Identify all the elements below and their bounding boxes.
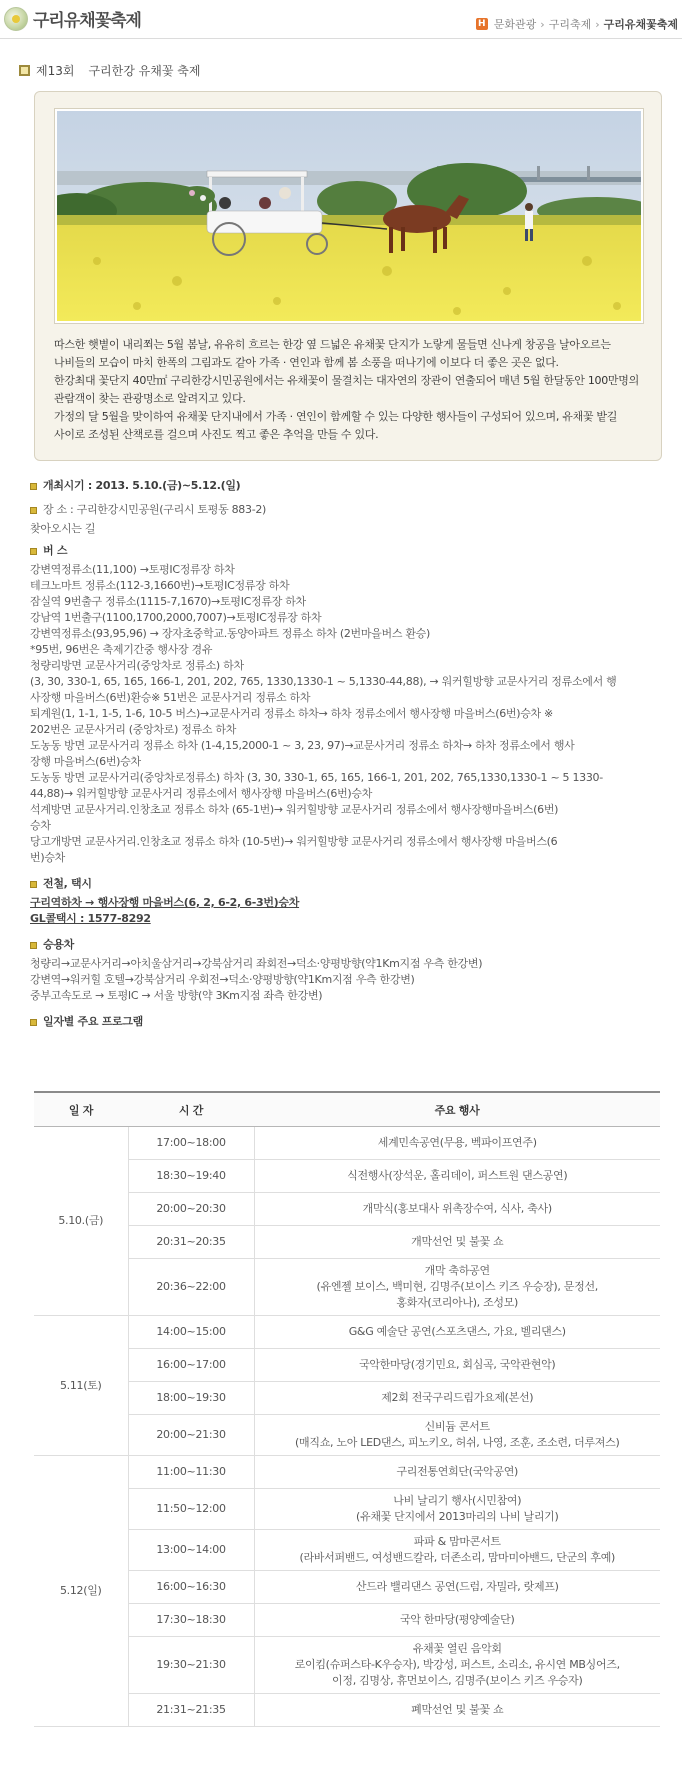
table-row — [34, 1571, 660, 1604]
festival-feature-box — [34, 91, 662, 461]
bus-line: 202번은 교문사거리 (중앙차로) 정류소 하차 — [30, 723, 237, 736]
site-logo[interactable] — [4, 6, 141, 31]
table-row — [34, 1226, 660, 1259]
schedule-time: 13:00~14:00 — [128, 1530, 254, 1571]
bullet-icon — [30, 507, 37, 514]
bus-directions — [30, 562, 670, 866]
table-row — [34, 1415, 660, 1456]
breadcrumb-separator-icon: › — [540, 17, 545, 31]
schedule-time: 20:31~20:35 — [128, 1226, 254, 1259]
table-row — [34, 1604, 660, 1637]
breadcrumb-item-festival[interactable]: 구리축제 — [548, 18, 592, 31]
bus-line: 퇴계원(1, 1-1, 1-5, 1-6, 10-5 버스)→교문사거리 정류소 하차→ 하차 정류소에서 행사장행 마을버스(6번)승차 ※ — [30, 707, 553, 720]
subway-directions-link[interactable]: 구리역하차 → 행사장행 마을버스(6, 2, 6-2, 6-3번)승차 — [30, 896, 300, 909]
venue — [30, 502, 670, 518]
festival-introduction — [54, 336, 654, 444]
schedule-time: 20:00~21:30 — [128, 1415, 254, 1456]
bullet-icon — [19, 65, 30, 76]
bullet-icon — [30, 483, 37, 490]
page-header — [0, 0, 682, 39]
bus-line: 강변역정류소(93,95,96) → 장자초중학교.동양아파트 정류소 하차 (2번마을버스 환승) — [30, 627, 430, 640]
breadcrumb-item-current: 구리유채꽃축제 — [603, 18, 678, 31]
event-period-text: 개최시기 : 2013. 5.10.(금)~5.12.(일) — [43, 479, 241, 492]
table-row — [34, 1127, 660, 1160]
bus-title: 버 스 — [43, 544, 68, 557]
schedule-time: 17:00~18:00 — [128, 1127, 254, 1160]
column-header-date: 일 자 — [34, 1092, 128, 1127]
table-row — [34, 1456, 660, 1489]
table-row — [34, 1382, 660, 1415]
festival-photo — [55, 109, 643, 323]
schedule-time: 17:30~18:30 — [128, 1604, 254, 1637]
schedule-time: 18:00~19:30 — [128, 1382, 254, 1415]
page-title — [19, 62, 200, 79]
breadcrumb — [476, 16, 678, 32]
table-row — [34, 1349, 660, 1382]
schedule-body — [34, 1127, 660, 1727]
bus-line: 석계방면 교문사거리.인창초교 정류소 하차 (65-1번)→ 워커힐방향 교문사거리 정류소에서 행사장행마을버스(6번) — [30, 803, 559, 816]
bus-line: 44,88)→ 워커힐방향 교문사거리 정류소에서 행사장행 마을버스(6번)승차 — [30, 787, 373, 800]
bus-line: 도농동 방면 교문사거리(중앙차로정류소) 하차 (3, 30, 330-1, 65, 165, 166-1, 201, 202, 765,1330,1330-1 ~ 5 1330- — [30, 771, 603, 784]
schedule-event: 식전행사(장석운, 홀리데이, 퍼스트원 댄스공연) — [254, 1160, 660, 1193]
schedule-event: 유채꽃 열린 음악회 로이킴(슈퍼스타-K우승자), 박강성, 퍼스트, 소리소, 유시연 MB싱어즈, 이정, 김명상, 휴먼보이스, 김명주(보이스 키즈 우승자) — [254, 1637, 660, 1694]
bus-line: 번)승차 — [30, 851, 65, 864]
home-icon[interactable]: H — [476, 18, 488, 30]
intro-line: 사이로 조성된 산책로를 걸으며 사진도 찍고 좋은 추억을 만들 수 있다. — [54, 428, 379, 441]
table-row — [34, 1637, 660, 1694]
subway-title: 전철, 택시 — [43, 877, 92, 890]
intro-line: 관람객이 찾는 관광명소로 알려지고 있다. — [54, 392, 246, 405]
schedule-event: 파파 & 맘마콘서트 (라바서퍼밴드, 여성밴드칼라, 더존소리, 맘마미아밴드, 단군의 후예) — [254, 1530, 660, 1571]
intro-line: 한강최대 꽃단지 40만㎡ 구리한강시민공원에서는 유채꽃이 물결치는 대자연의 장관이 연출되어 매년 5월 한달동안 100만명의 — [54, 374, 639, 387]
directions-title: 찾아오시는 길 — [30, 522, 96, 535]
event-period — [30, 478, 670, 494]
car-line: 청량리→교문사거리→아치울삼거리→강북삼거리 좌회전→덕소·양평방향(약1Km지점 우측 한강변) — [30, 957, 483, 970]
schedule-time: 20:36~22:00 — [128, 1259, 254, 1316]
bus-line: 청량리방면 교문사거리(중앙차로 정류소) 하차 — [30, 659, 244, 672]
festival-title: 구리한강 유채꽃 축제 — [88, 64, 201, 78]
program-heading — [30, 1014, 670, 1030]
car-title: 승용차 — [43, 938, 74, 951]
bullet-icon — [30, 1019, 37, 1026]
bus-line: (3, 30, 330-1, 65, 165, 166-1, 201, 202, 765, 1330,1330-1 ~ 5,1330-44,88), → 워커힐방향 교문사거리 정류소에서 행 — [30, 675, 617, 688]
schedule-event: 국악한마당(경기민요, 회심곡, 국악관현악) — [254, 1349, 660, 1382]
schedule-event: 국악 한마당(평양예술단) — [254, 1604, 660, 1637]
schedule-event: 신비듐 콘서트 (매직쇼, 노아 LED댄스, 피노키오, 허쉬, 나영, 조훈, 조소련, 더루져스) — [254, 1415, 660, 1456]
schedule-event: 개막 축하공연 (유엔젤 보이스, 백미현, 김명주(보이스 키즈 우승장), 문정선, 홍화자(코리아나), 조성모) — [254, 1259, 660, 1316]
bullet-icon — [30, 881, 37, 888]
intro-line: 나비들의 모습이 마치 한폭의 그림과도 같아 가족 · 연인과 함께 봄 소풍을 떠나기에 이보다 더 좋은 곳은 없다. — [54, 356, 559, 369]
logo-text: 구리유채꽃축제 — [33, 11, 141, 31]
schedule-time: 18:30~19:40 — [128, 1160, 254, 1193]
table-row — [34, 1489, 660, 1530]
flower-logo-icon — [4, 7, 28, 31]
bus-heading — [30, 543, 670, 559]
intro-line: 따스한 햇볕이 내리쬐는 5월 봄날, 유유히 흐르는 한강 옆 드넓은 유채꽃 단지가 노랗게 물들면 신나게 창공을 날아오르는 — [54, 338, 611, 351]
bus-line: 장행 마을버스(6번)승차 — [30, 755, 141, 768]
schedule-time: 19:30~21:30 — [128, 1637, 254, 1694]
bus-line: 강변역정류소(11,100) →토평IC정류장 하차 — [30, 563, 235, 576]
bullet-icon — [30, 548, 37, 555]
program-title: 일자별 주요 프로그램 — [43, 1015, 143, 1028]
breadcrumb-separator-icon: › — [595, 17, 600, 31]
subway-heading — [30, 876, 670, 892]
schedule-time: 21:31~21:35 — [128, 1694, 254, 1727]
car-line: 강변역→워커힐 호텔→강북삼거리 우회전→덕소·양평방향(약1Km지점 우측 한강변) — [30, 973, 415, 986]
schedule-time: 14:00~15:00 — [128, 1316, 254, 1349]
schedule-event: 구리전통연희단(국악공연) — [254, 1456, 660, 1489]
schedule-day: 5.12(일) — [34, 1456, 128, 1727]
table-row — [34, 1530, 660, 1571]
carriage-in-rapeflower-field-image — [57, 111, 641, 321]
call-taxi-number[interactable]: GL콜택시 : 1577-8292 — [30, 912, 151, 925]
bus-line: 도농동 방면 교문사거리 정류소 하차 (1-4,15,2000-1 ~ 3, 23, 97)→교문사거리 정류소 하차→ 하차 정류소에서 행사 — [30, 739, 575, 752]
schedule-time: 20:00~20:30 — [128, 1193, 254, 1226]
bus-line: 강남역 1번출구(1100,1700,2000,7007)→토평IC정류장 하차 — [30, 611, 322, 624]
festival-edition: 제13회 — [36, 64, 75, 78]
schedule-event: 세계민속공연(무용, 벡파이프연주) — [254, 1127, 660, 1160]
schedule-event: 나비 날리기 행사(시민참여) (유채꽃 단지에서 2013마리의 나비 날리기) — [254, 1489, 660, 1530]
breadcrumb-item-tourism[interactable]: 문화관광 — [493, 18, 537, 31]
intro-line: 가정의 달 5월을 맞이하여 유채꽃 단지내에서 가족 · 연인이 함께할 수 있는 다양한 행사들이 구성되어 있으며, 유채꽃 밭길 — [54, 410, 618, 423]
table-row — [34, 1694, 660, 1727]
bus-line: *95번, 96번은 축제기간중 행사장 경유 — [30, 643, 213, 656]
bus-line: 승차 — [30, 819, 51, 832]
car-line: 중부고속도로 → 토평IC → 서울 방향(약 3Km지점 좌측 한강변) — [30, 989, 323, 1002]
schedule-event: 제2회 전국구리드림가요제(본선) — [254, 1382, 660, 1415]
table-row — [34, 1259, 660, 1316]
schedule-event: 개막선언 및 불꽃 쇼 — [254, 1226, 660, 1259]
schedule-time: 11:00~11:30 — [128, 1456, 254, 1489]
column-header-time: 시 간 — [128, 1092, 254, 1127]
bullet-icon — [30, 942, 37, 949]
bus-line: 잠실역 9번출구 정류소(1115-7,1670)→토평IC정류장 하차 — [30, 595, 306, 608]
venue-text: 장 소 : 구리한강시민공원(구리시 토평동 883-2) — [43, 503, 267, 516]
schedule-table-wrapper — [34, 1091, 660, 1727]
schedule-event: 산드라 밸리댄스 공연(드럼, 자밀라, 랏제프) — [254, 1571, 660, 1604]
table-row — [34, 1160, 660, 1193]
schedule-event: G&G 예술단 공연(스포츠댄스, 가요, 벨리댄스) — [254, 1316, 660, 1349]
schedule-table — [34, 1091, 660, 1727]
festival-info — [30, 478, 670, 1033]
bus-line: 사장행 마을버스(6번)환승※ 51번은 교문사거리 정류소 하차 — [30, 691, 311, 704]
schedule-event: 폐막선언 및 불꽃 쇼 — [254, 1694, 660, 1727]
table-row — [34, 1316, 660, 1349]
schedule-day: 5.11(토) — [34, 1316, 128, 1456]
column-header-event: 주요 행사 — [254, 1092, 660, 1127]
schedule-time: 16:00~17:00 — [128, 1349, 254, 1382]
bus-line: 당고개방면 교문사거리.인창초교 정류소 하차 (10-5번)→ 워커힐방향 교문사거리 정류소에서 행사장행 마을버스(6 — [30, 835, 558, 848]
schedule-time: 16:00~16:30 — [128, 1571, 254, 1604]
schedule-day: 5.10.(금) — [34, 1127, 128, 1316]
bus-line: 테크노마트 정류소(112-3,1660번)→토평IC정류장 하차 — [30, 579, 290, 592]
schedule-event: 개막식(홍보대사 위촉장수여, 식사, 축사) — [254, 1193, 660, 1226]
table-row — [34, 1193, 660, 1226]
car-heading — [30, 937, 670, 953]
schedule-time: 11:50~12:00 — [128, 1489, 254, 1530]
schedule-header-row — [34, 1092, 660, 1127]
